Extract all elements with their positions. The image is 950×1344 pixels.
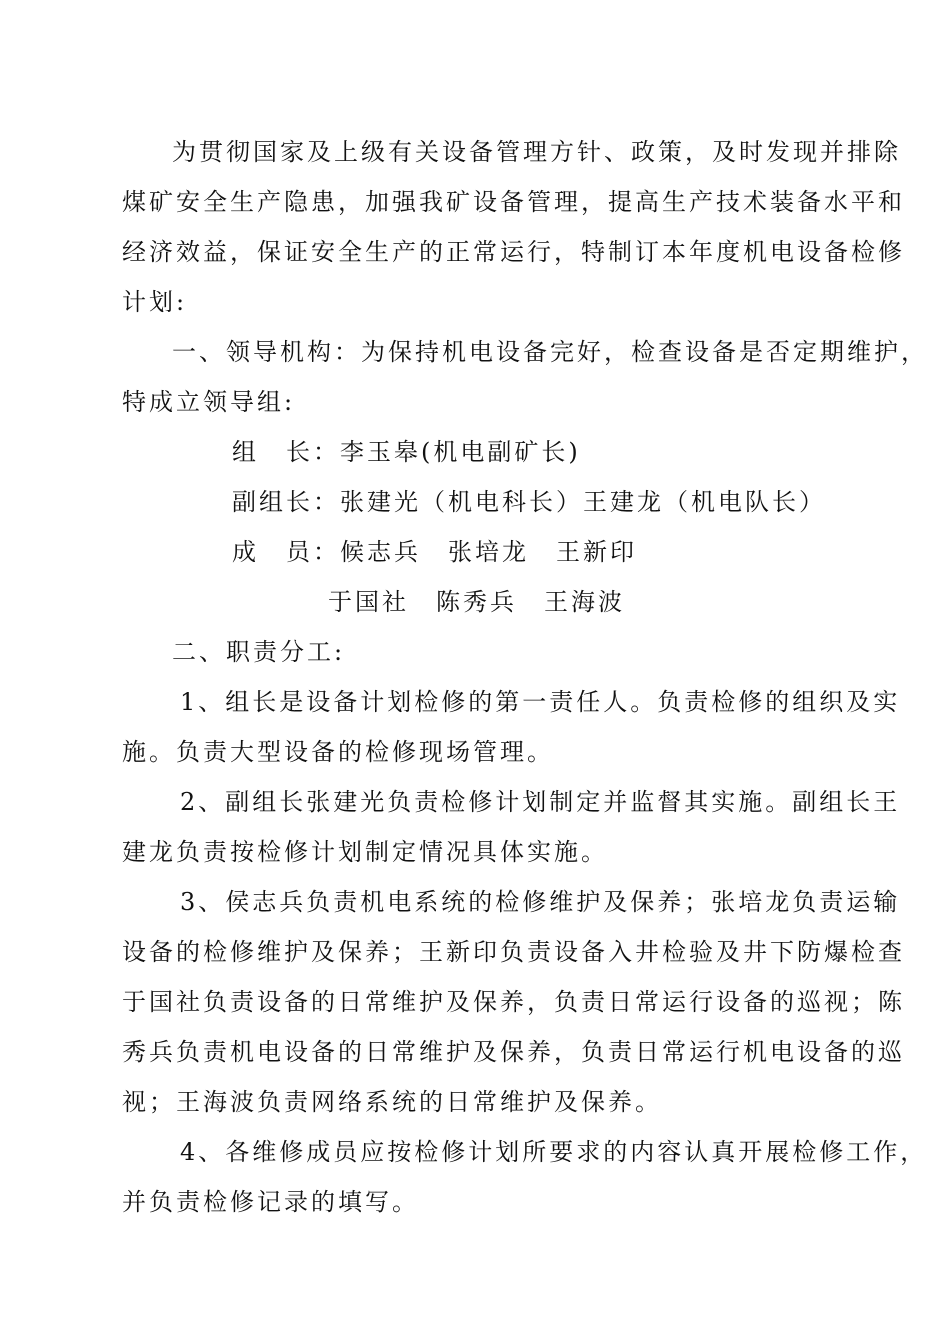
deputy-line: 副组长：张建光（机电科长）王建龙（机电队长） [232, 488, 826, 516]
intro-line-1: 为贯彻国家及上级有关设备管理方针、政策，及时发现并排除 [172, 138, 901, 166]
members-line-2: 于国社 陈秀兵 王海波 [328, 588, 625, 616]
item3-line-2: 设备的检修维护及保养；王新印负责设备入井检验及井下防爆检查 [122, 938, 905, 966]
intro-line-3: 经济效益，保证安全生产的正常运行，特制订本年度机电设备检修 [122, 238, 905, 266]
item3-line-1: 3、侯志兵负责机电系统的检修维护及保养；张培龙负责运输 [180, 888, 901, 916]
item2-line-1: 2、副组长张建光负责检修计划制定并监督其实施。副组长王 [180, 788, 901, 816]
leader-line: 组 长：李玉皋(机电副矿长) [232, 438, 581, 466]
intro-line-4: 计划: [122, 288, 188, 316]
item4-line-2: 并负责检修记录的填写。 [122, 1188, 419, 1216]
members-line-1: 成 员：候志兵 张培龙 王新印 [232, 538, 637, 566]
item3-line-4: 秀兵负责机电设备的日常维护及保养，负责日常运行机电设备的巡 [122, 1038, 905, 1066]
section1-line-2: 特成立领导组: [122, 388, 296, 416]
section1-line-1: 一、领导机构：为保持机电设备完好，检查设备是否定期维护， [172, 338, 928, 366]
item4-line-1: 4、各维修成员应按检修计划所要求的内容认真开展检修工作， [180, 1138, 928, 1166]
section2-heading: 二、职责分工: [172, 638, 346, 666]
intro-line-2: 煤矿安全生产隐患，加强我矿设备管理，提高生产技术装备水平和 [122, 188, 905, 216]
item1-line-2: 施。负责大型设备的检修现场管理。 [122, 738, 554, 766]
item3-line-5: 视；王海波负责网络系统的日常维护及保养。 [122, 1088, 662, 1116]
item3-line-3: 于国社负责设备的日常维护及保养，负责日常运行设备的巡视；陈 [122, 988, 905, 1016]
item2-line-2: 建龙负责按检修计划制定情况具体实施。 [122, 838, 608, 866]
item1-line-1: 1、组长是设备计划检修的第一责任人。负责检修的组织及实 [180, 688, 901, 716]
